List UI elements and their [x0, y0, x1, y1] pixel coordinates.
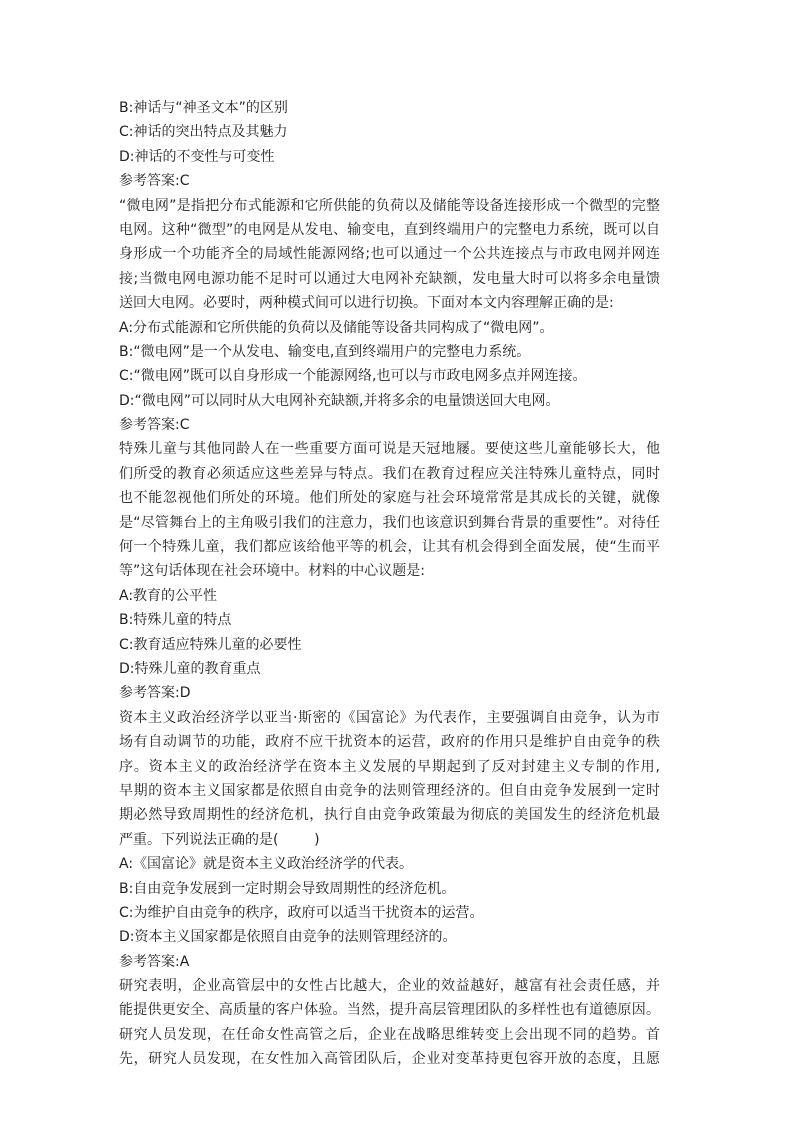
option-b: B:“微电网”是一个从发电、输变电,直到终端用户的完整电力系统。 — [119, 343, 531, 360]
option-c: C:教育适应特殊儿童的必要性 — [119, 636, 302, 653]
question-1 — [119, 96, 660, 194]
option-d: D:神话的不变性与可变性 — [119, 148, 275, 165]
stem-line: 何一个特殊儿童，我们都应该给他平等的机会，让其有机会得到全面发展，使“生而平 — [119, 539, 660, 556]
stem-line: 严重。下列说法正确的是( ) — [119, 831, 320, 848]
option-b: B:神话与“神圣文本”的区别 — [119, 100, 288, 116]
stem-line: 等”这句话体现在社会环境中。材料的中心议题是: — [119, 563, 425, 580]
option-c: C:神话的突出特点及其魅力 — [119, 124, 288, 141]
document-page — [119, 96, 660, 1072]
stem-line: 电网。这种“微型”的电网是从发电、输变电，直到终端用户的完整电力系统，既可以自 — [119, 221, 660, 238]
stem-line: 是“尽管舞台上的主角吸引我们的注意力，我们也该意识到舞台背景的重要性”。对待任 — [119, 514, 660, 531]
question-stem — [119, 706, 660, 852]
option-b: B:自由竞争发展到一定时期会导致周期性的经济危机。 — [119, 880, 456, 897]
stem-line: 场有自动调节的功能，政府不应干扰资本的运营，政府的作用只是维护自由竞争的秩 — [119, 734, 660, 751]
question-stem — [119, 974, 660, 1072]
stem-line: 早期的资本主义国家都是依照自由竞争的法则管理经济的。但自由竞争发展到一定时 — [119, 782, 660, 799]
stem-line: 期必然导致周期性的经济危机，执行自由竞争政策最为彻底的美国发生的经济危机最 — [119, 807, 660, 824]
stem-line: 资本主义政治经济学以亚当·斯密的《国富论》为代表作，主要强调自由竞争，认为市 — [119, 709, 660, 726]
option-a: A:教育的公平性 — [119, 587, 218, 604]
question-3 — [119, 437, 660, 705]
question-stem — [119, 194, 660, 316]
option-d: D:“微电网”可以同时从大电网补充缺额,并将多余的电量馈送回大电网。 — [119, 392, 560, 409]
option-d: D:资本主义国家都是依照自由竞争的法则管理经济的。 — [119, 929, 457, 946]
stem-line: 接;当微电网电源功能不足时可以通过大电网补充缺额，发电量大时可以将多余电量馈 — [119, 270, 660, 287]
stem-line: 先，研究人员发现，在女性加入高管团队后，企业对变革持更包容开放的态度，且愿 — [119, 1051, 660, 1068]
option-c: C:为维护自由竞争的秩序，政府可以适当干扰资本的运营。 — [119, 904, 484, 921]
question-2 — [119, 194, 660, 438]
reference-answer: 参考答案:D — [119, 685, 191, 702]
option-c: C:“微电网”既可以自身形成一个能源网络,也可以与市政电网多点并网连接。 — [119, 368, 587, 385]
option-b: B:特殊儿童的特点 — [119, 612, 232, 629]
stem-line: 身形成一个功能齐全的局域性能源网络;也可以通过一个公共连接点与市政电网并网连 — [119, 246, 660, 263]
option-a: A:分布式能源和它所供能的负荷以及储能等设备共同构成了“微电网”。 — [119, 319, 554, 336]
stem-line: 特殊儿童与其他同龄人在一些重要方面可说是天冠地屦。要使这些儿童能够长大，他 — [119, 441, 660, 458]
option-a: A:《国富论》就是资本主义政治经济学的代表。 — [119, 856, 414, 873]
question-stem — [119, 437, 660, 583]
stem-line: 送回大电网。必要时，两种模式间可以进行切换。下面对本文内容理解正确的是: — [119, 295, 614, 312]
option-d: D:特殊儿童的教育重点 — [119, 660, 261, 677]
stem-line: “微电网”是指把分布式能源和它所供能的负荷以及储能等设备连接形成一个微型的完整 — [119, 197, 660, 214]
stem-line: 研究表明，企业高管层中的女性占比越大，企业的效益越好，越富有社会责任感，并 — [119, 978, 660, 995]
stem-line: 也不能忽视他们所处的环境。他们所处的家庭与社会环境常常是其成长的关键，就像 — [119, 490, 660, 507]
stem-line: 们所受的教育必须适应这些差异与特点。我们在教育过程应关注特殊儿童特点，同时 — [119, 465, 660, 482]
question-5 — [119, 974, 660, 1072]
stem-line: 研究人员发现，在任命女性高管之后，企业在战略思维转变上会出现不同的趋势。首 — [119, 1026, 660, 1043]
reference-answer: 参考答案:C — [119, 173, 190, 190]
question-4 — [119, 706, 660, 974]
stem-line: 能提供更安全、高质量的客户体验。当然，提升高层管理团队的多样性也有道德原因。 — [119, 1002, 660, 1019]
reference-answer: 参考答案:A — [119, 953, 190, 970]
stem-line: 序。资本主义的政治经济学在资本主义发展的早期起到了反对封建主义专制的作用, — [119, 758, 660, 775]
reference-answer: 参考答案:C — [119, 417, 190, 434]
